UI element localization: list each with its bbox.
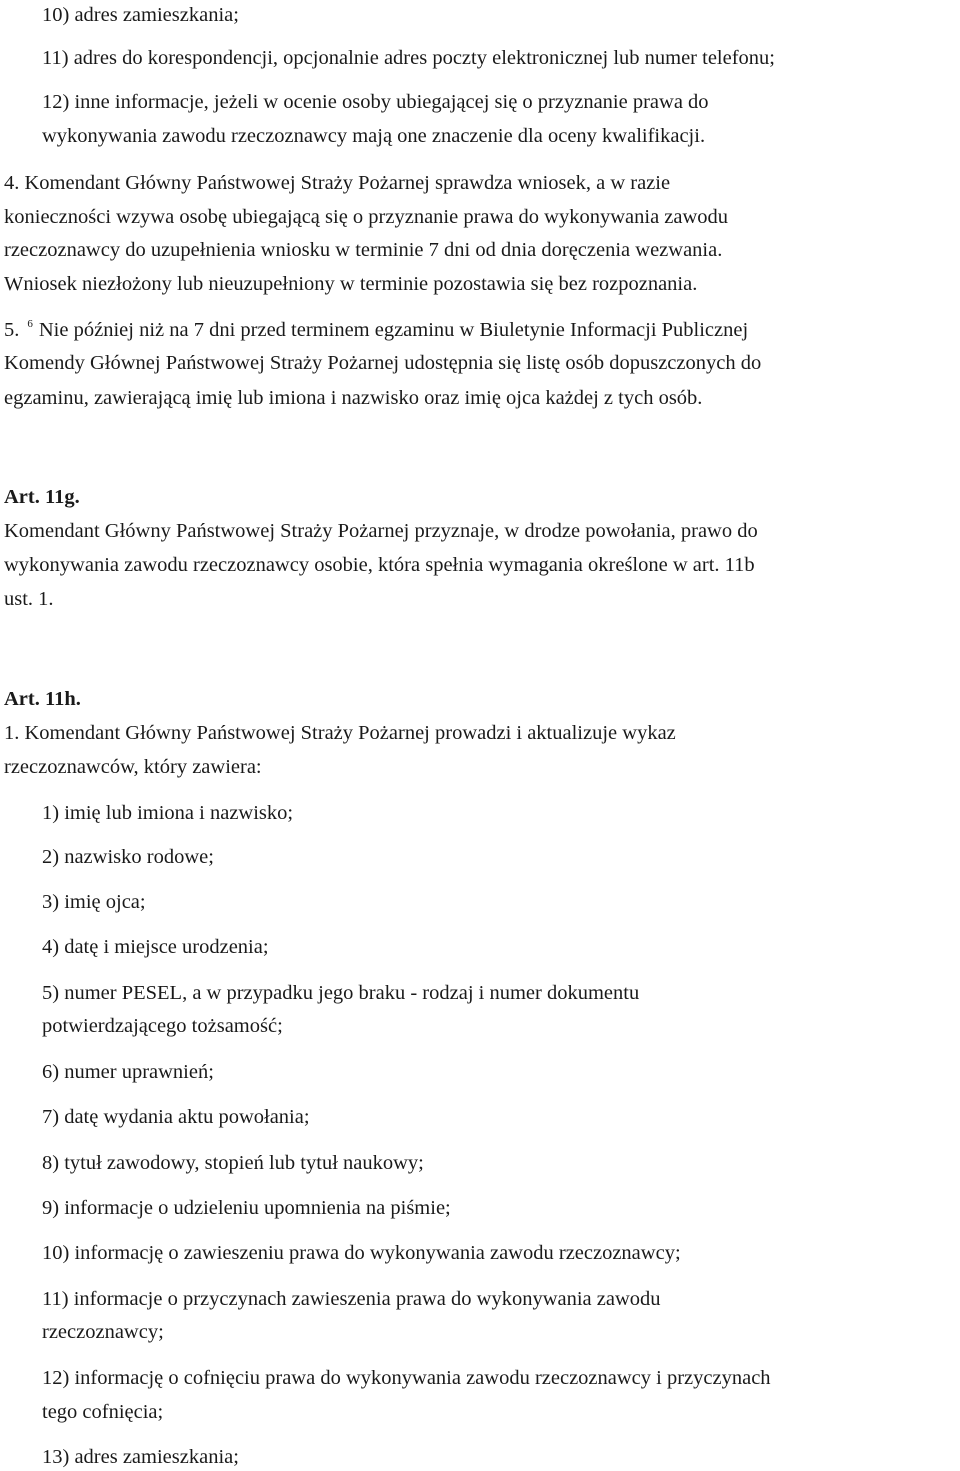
paragraph-5-line: Komendy Głównej Państwowej Straży Pożarnej udostępnia się listę osób dopuszczonych do bbox=[4, 352, 762, 374]
paragraph-5-line bbox=[4, 318, 748, 345]
article-11g-line: Komendant Główny Państwowej Straży Pożarnej przyznaje, w drodze powołania, prawo do bbox=[4, 520, 758, 542]
list-item-continuation: potwierdzającego tożsamość; bbox=[42, 1015, 283, 1037]
list-item-12: 12) inne informacje, jeżeli w ocenie osoby ubiegającej się o przyznanie prawa do bbox=[42, 91, 709, 113]
article-11g-heading: Art. 11g. bbox=[4, 486, 80, 508]
list-item: 5) numer PESEL, a w przypadku jego braku - rodzaj i numer dokumentu bbox=[42, 982, 640, 1004]
list-item: 9) informacje o udzieleniu upomnienia na piśmie; bbox=[42, 1197, 451, 1219]
list-item-12-continuation: wykonywania zawodu rzeczoznawcy mają one znaczenie dla oceny kwalifikacji. bbox=[42, 125, 706, 147]
paragraph-4-line: rzeczoznawcy do uzupełnienia wniosku w terminie 7 dni od dnia doręczenia wezwania. bbox=[4, 239, 723, 261]
list-item: 2) nazwisko rodowe; bbox=[42, 846, 214, 868]
paragraph-5-number: 5. bbox=[4, 319, 20, 341]
list-item: 1) imię lub imiona i nazwisko; bbox=[42, 802, 294, 824]
list-item-10: 10) adres zamieszkania; bbox=[42, 4, 239, 26]
article-11h-intro-line: rzeczoznawców, który zawiera: bbox=[4, 756, 262, 778]
list-item: 8) tytuł zawodowy, stopień lub tytuł naukowy; bbox=[42, 1152, 424, 1174]
list-item: 4) datę i miejsce urodzenia; bbox=[42, 936, 269, 958]
article-11h-intro-line: 1. Komendant Główny Państwowej Straży Pożarnej prowadzi i aktualizuje wykaz bbox=[4, 722, 676, 744]
list-item-continuation: rzeczoznawcy; bbox=[42, 1321, 164, 1343]
list-item: 10) informację o zawieszeniu prawa do wykonywania zawodu rzeczoznawcy; bbox=[42, 1242, 681, 1264]
list-item: 6) numer uprawnień; bbox=[42, 1061, 214, 1083]
footnote-marker[interactable]: 6 bbox=[27, 318, 33, 330]
list-item: 3) imię ojca; bbox=[42, 891, 146, 913]
list-item: 7) datę wydania aktu powołania; bbox=[42, 1106, 310, 1128]
paragraph-4-line: Wniosek niezłożony lub nieuzupełniony w terminie pozostawia się bez rozpoznania. bbox=[4, 273, 698, 295]
paragraph-4-line: konieczności wzywa osobę ubiegającą się o przyznanie prawa do wykonywania zawodu bbox=[4, 206, 729, 228]
article-11g-line: wykonywania zawodu rzeczoznawcy osobie, która spełnia wymagania określone w art. 11b bbox=[4, 554, 755, 576]
list-item: 11) informacje o przyczynach zawieszenia prawa do wykonywania zawodu bbox=[42, 1288, 661, 1310]
list-item-11: 11) adres do korespondencji, opcjonalnie adres poczty elektronicznej lub numer telefonu; bbox=[42, 47, 775, 69]
list-item: 12) informację o cofnięciu prawa do wykonywania zawodu rzeczoznawcy i przyczynach bbox=[42, 1367, 771, 1389]
paragraph-4-line: 4. Komendant Główny Państwowej Straży Pożarnej sprawdza wniosek, a w razie bbox=[4, 172, 671, 194]
list-item: 13) adres zamieszkania; bbox=[42, 1446, 239, 1468]
list-item-continuation: tego cofnięcia; bbox=[42, 1401, 164, 1423]
article-11h-heading: Art. 11h. bbox=[4, 688, 81, 710]
article-11g-line: ust. 1. bbox=[4, 588, 54, 610]
paragraph-5-text: Nie później niż na 7 dni przed terminem egzaminu w Biuletynie Informacji Publicznej bbox=[38, 319, 749, 341]
paragraph-5-line: egzaminu, zawierającą imię lub imiona i nazwisko oraz imię ojca każdej z tych osób. bbox=[4, 387, 703, 409]
